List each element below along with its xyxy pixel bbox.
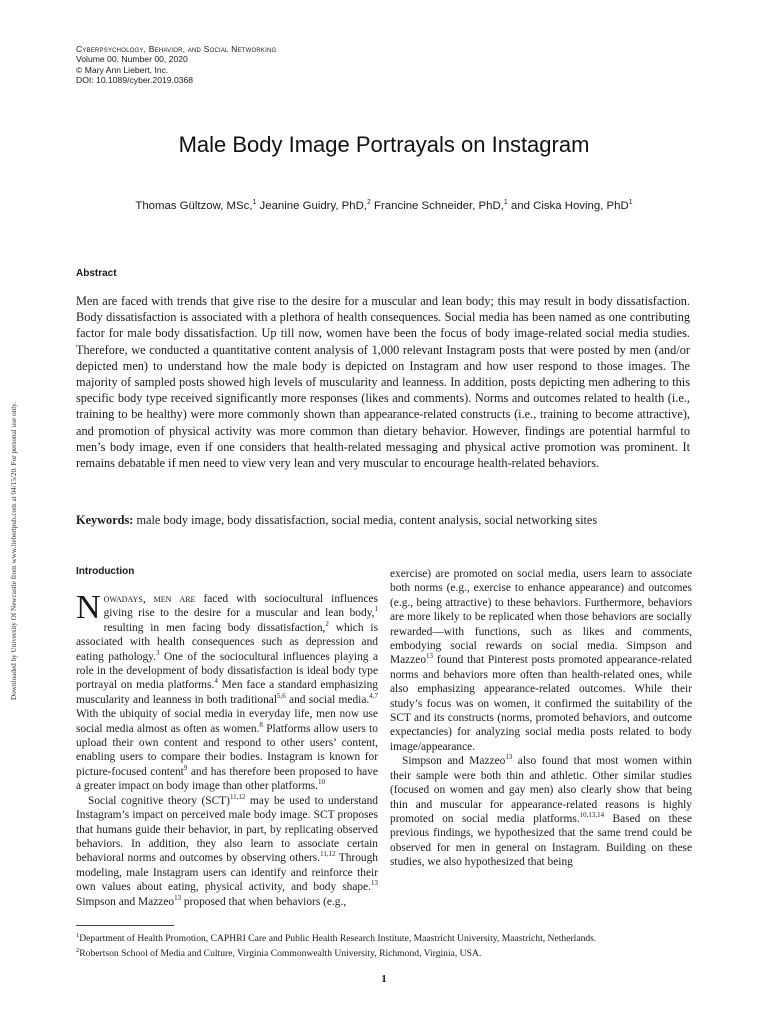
text-run: exercise) are promoted on social media, users learn to associate both norms (e.g., exercise to enhance appearance) and outcomes (e.g., being attractive) to these behaviors. Furthermore, behaviors are more likely to be replicated when those behaviors are socially rewarded—with functions, such as likes and comments, embodying social rewards on social media. Simpson and Mazzeo	[390, 568, 692, 667]
text-run: Simpson and Mazzeo	[76, 895, 175, 908]
text-run: Simpson and Mazzeo	[402, 755, 506, 768]
keywords-line	[76, 513, 716, 528]
download-notice-text: Downloaded by University Of Newcastle from www.liebertpub.com at 04/15/20. For personal use only.	[10, 401, 18, 700]
section-heading-introduction: Introduction	[76, 566, 135, 577]
text-run: which is associated with health consequences such as depression and eating pathology.	[76, 621, 378, 663]
text-run: proposed that when behaviors (e.g.,	[181, 895, 347, 908]
keywords-label: Keywords:	[76, 513, 134, 527]
text-run: may be used to understand Instagram’s impact on perceived male body image. SCT proposes that humans guide their behavior, in part, by replicating observed behaviors. In addition, they also learn to associate certain behavioral norms and outcomes by observing others.	[76, 794, 378, 865]
text-run: and social media.	[285, 693, 370, 706]
page-number: 1	[381, 973, 387, 985]
text-run: found that Pinterest posts promoted appearance-related norms and behaviors more often than health-related ones, while also emphasizing appearance-related outcomes. While their study’s focus was on women, it confirmed the suitability of the SCT and its constructs (norms, promoted behaviors, and outcome expectancies) for analyzing social media posts related to body image/appearance.	[390, 654, 692, 753]
citation-superscript: 13	[371, 879, 378, 888]
paragraph-segments	[76, 589, 378, 793]
drop-cap: N	[76, 589, 101, 626]
text-run: and has therefore been proposed to have a greater impact on body image than other platforms.	[76, 765, 378, 793]
footnote	[76, 945, 706, 960]
download-notice-vertical	[8, 310, 22, 710]
author-affiliation: 1	[252, 199, 257, 206]
text-run: Based on these previous findings, we hypothesized that the same trend could be observed for men in general on Instagram. Building on these studies, we also hypothesized that being	[390, 812, 692, 869]
journal-name: Cyberpsychology, Behavior, and Social Networking	[76, 44, 277, 54]
author-name: Francine Schneider, PhD,	[370, 199, 504, 212]
paragraph-segments	[76, 792, 379, 908]
footnote-number: 2	[76, 946, 80, 954]
paragraph-continued	[390, 567, 692, 754]
footnotes	[76, 930, 706, 960]
citation-superscript: 13	[505, 753, 513, 762]
citation-superscript: 1	[374, 605, 378, 614]
text-run: faced with sociocultural influences giving rise to the desire for a muscular and lean body,	[103, 593, 378, 620]
footnote	[76, 930, 706, 945]
abstract-text: Men are faced with trends that give rise to the desire for a muscular and lean body; this may result in body dissatisfaction. Body dissatisfaction is associated with a plethora of health consequences. Social media has been named as one contributing factor for male body dissatisfaction. Up till now, women have been the focus of body image-related social media studies. Therefore, we conducted a quantitative content analysis of 1,000 relevant Instagram posts that were posted by men (and/or depicted men) to understand how the male body is depicted on Instagram and how user respond to those images. The majority of sampled posts showed high levels of muscularity and leanness. In addition, posts depicting men adhering to this specific body type received significantly more responses (likes and comments). Norms and outcomes related to health (i.e., training to be healthy) were more commonly shown than appearance-related constructs (i.e., training to become attractive), and promotion of physical activity was more common than dietary behavior. However, findings are potential harmful to men’s body image, even if one considers that health-related messaging and physical active promotion was prominent. It remains debatable if men need to view very lean and very muscular to encourage health-related behaviors.	[76, 294, 690, 471]
lead-in-small-caps: owadays, men are	[103, 593, 196, 605]
paragraph	[76, 794, 378, 909]
author-name: and Ciska Hoving, PhD	[507, 199, 629, 212]
citation-superscript: 11,12	[320, 850, 336, 859]
text-run: resulting in men facing body dissatisfaction,	[103, 621, 326, 634]
author-affiliation: 2	[366, 199, 371, 206]
body-column-right	[390, 567, 692, 870]
journal-volume: Volume 00, Number 00, 2020	[76, 54, 188, 65]
text-run: Through modeling, male Instagram users can identify and reinforce their own values about eating, physical activity, and body shape.	[76, 852, 379, 894]
citation-superscript: 13	[426, 652, 434, 661]
footnote-text: Robertson School of Media and Culture, Virginia Commonwealth University, Richmond, Virginia, USA.	[79, 947, 482, 959]
text-run: Social cognitive theory (SCT)	[88, 794, 230, 807]
citation-superscript: 4,7	[369, 692, 378, 701]
text-run: also found that most women within their sample were both thin and athletic. Other similar studies (focused on women and gay men) also clearly show that being thin and muscular for appearance-related reasons is highly promoted on social media platforms.	[390, 755, 692, 825]
footnote-text: Department of Health Promotion, CAPHRI Care and Public Health Research Institute, Maastricht University, Maastricht, Netherlands.	[79, 933, 597, 945]
body-column-left	[76, 589, 379, 909]
citation-superscript: 2	[325, 620, 329, 629]
author-affiliation: 1	[503, 199, 508, 206]
author-affiliation: 1	[628, 199, 633, 206]
citation-superscript: 9	[183, 764, 188, 773]
text-run: Platforms allow users to upload their own content and respond to other users’ content, enabling users to compare their bodies. Instagram is known for picture-focused content	[76, 722, 378, 778]
text-run: With the ubiquity of social media in everyday life, men now use social media almost as often as women.	[76, 708, 378, 735]
citation-superscript: 5,6	[277, 692, 286, 701]
journal-header	[76, 44, 276, 86]
abstract-heading: Abstract	[76, 268, 117, 279]
text-run: One of the sociocultural influences playing a role in the development of body dissatisfaction is ideal body type portrayal on media platforms.	[76, 650, 378, 692]
citation-superscript: 4	[214, 677, 218, 686]
paper-title: Male Body Image Portrayals on Instagram	[178, 132, 590, 157]
text-run: Men face a standard emphasizing muscularity and leanness in both traditional	[76, 679, 378, 706]
journal-copyright: © Mary Ann Liebert, Inc.	[76, 64, 169, 75]
journal-doi: DOI: 10.1089/cyber.2019.0368	[76, 75, 194, 86]
paragraph	[76, 589, 378, 794]
author-name: Jeanine Guidry, PhD,	[256, 199, 367, 212]
paragraph	[390, 754, 692, 869]
citation-superscript: 11,12	[229, 792, 246, 801]
keywords-text: male body image, body dissatisfaction, social media, content analysis, social networking sites	[133, 513, 598, 527]
citation-superscript: 3	[155, 648, 160, 657]
citation-superscript: 10	[317, 778, 325, 787]
footnote-number: 1	[76, 932, 80, 939]
author-name: Thomas Gültzow, MSc,	[135, 199, 253, 212]
citation-superscript: 13	[174, 893, 182, 902]
citation-superscript: 8	[259, 720, 263, 729]
citation-superscript: 10,13,14	[579, 811, 605, 820]
author-list	[0, 199, 768, 212]
footnote-rule	[76, 925, 174, 926]
paragraph-segments	[390, 755, 692, 868]
